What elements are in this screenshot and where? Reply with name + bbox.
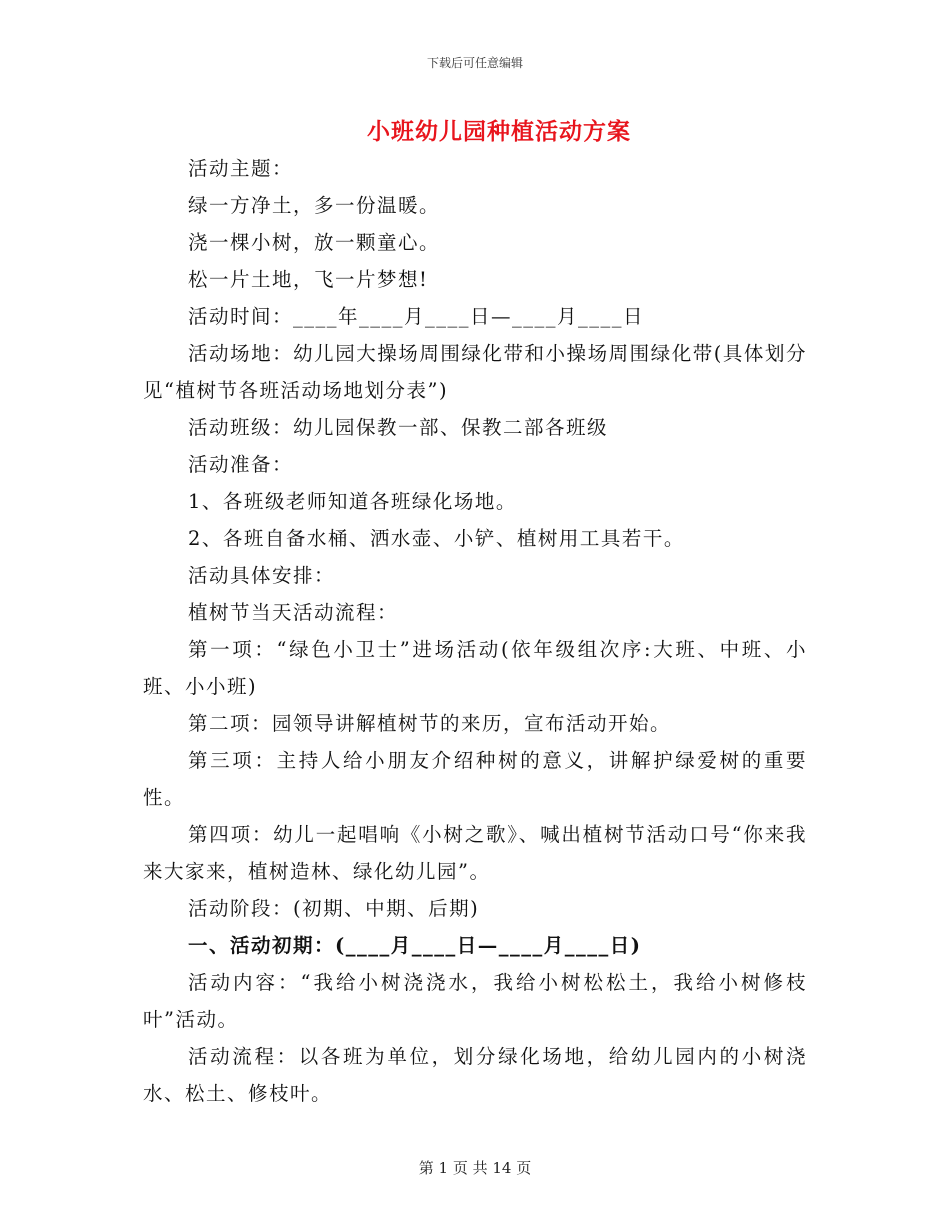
paragraph-step-4: 第四项：幼儿一起唱响《小树之歌》、喊出植树节活动口号“你来我来大家来，植树造林、绿化幼儿园”。	[143, 823, 807, 883]
document-title: 小班幼儿园种植活动方案	[367, 118, 631, 145]
paragraph-activity-venue: 活动场地：幼儿园大操场周围绿化带和小操场周围绿化带(具体划分见“植树节各班活动场地划分表”)	[143, 342, 807, 402]
paragraph-activity-classes: 活动班级：幼儿园保教一部、保教二部各班级	[188, 416, 609, 439]
paragraph-preparation-item-2: 2、各班自备水桶、洒水壶、小铲、植树用工具若干。	[188, 527, 685, 550]
paragraph-theme-line-1: 绿一方净土，多一份温暖。	[188, 194, 441, 217]
paragraph-stages: 活动阶段：(初期、中期、后期)	[188, 897, 480, 920]
paragraph-step-3: 第三项：主持人给小朋友介绍种树的意义，讲解护绿爱树的重要性。	[143, 749, 807, 809]
paragraph-activity-time: 活动时间：____年____月____日—____月____日	[188, 305, 645, 328]
page-footer: 第 1 页 共 14 页	[418, 1159, 532, 1177]
paragraph-theme-line-3: 松一片土地，飞一片梦想!	[188, 268, 429, 291]
paragraph-step-1: 第一项：“绿色小卫士”进场活动(依年级组次序:大班、中班、小班、小小班)	[143, 638, 807, 698]
paragraph-theme-heading: 活动主题：	[188, 157, 294, 180]
paragraph-step-2: 第二项：园领导讲解植树节的来历，宣布活动开始。	[188, 712, 672, 735]
paragraph-flow-heading: 植树节当天活动流程：	[188, 601, 399, 624]
paragraph-content: 活动内容：“我给小树浇浇水，我给小树松松土，我给小树修枝叶”活动。	[143, 971, 807, 1031]
header-note: 下载后可任意编辑	[426, 56, 523, 70]
section-heading-initial-stage: 一、活动初期：(____月____日—____月____日)	[188, 934, 642, 957]
paragraph-theme-line-2: 浇一棵小树，放一颗童心。	[188, 231, 441, 254]
document-body	[143, 150, 807, 1112]
paragraph-arrangement-heading: 活动具体安排：	[188, 564, 336, 587]
paragraph-preparation-heading: 活动准备：	[188, 453, 294, 476]
paragraph-preparation-item-1: 1、各班级老师知道各班绿化场地。	[188, 490, 517, 513]
paragraph-process: 活动流程：以各班为单位，划分绿化场地，给幼儿园内的小树浇水、松土、修枝叶。	[143, 1045, 807, 1105]
